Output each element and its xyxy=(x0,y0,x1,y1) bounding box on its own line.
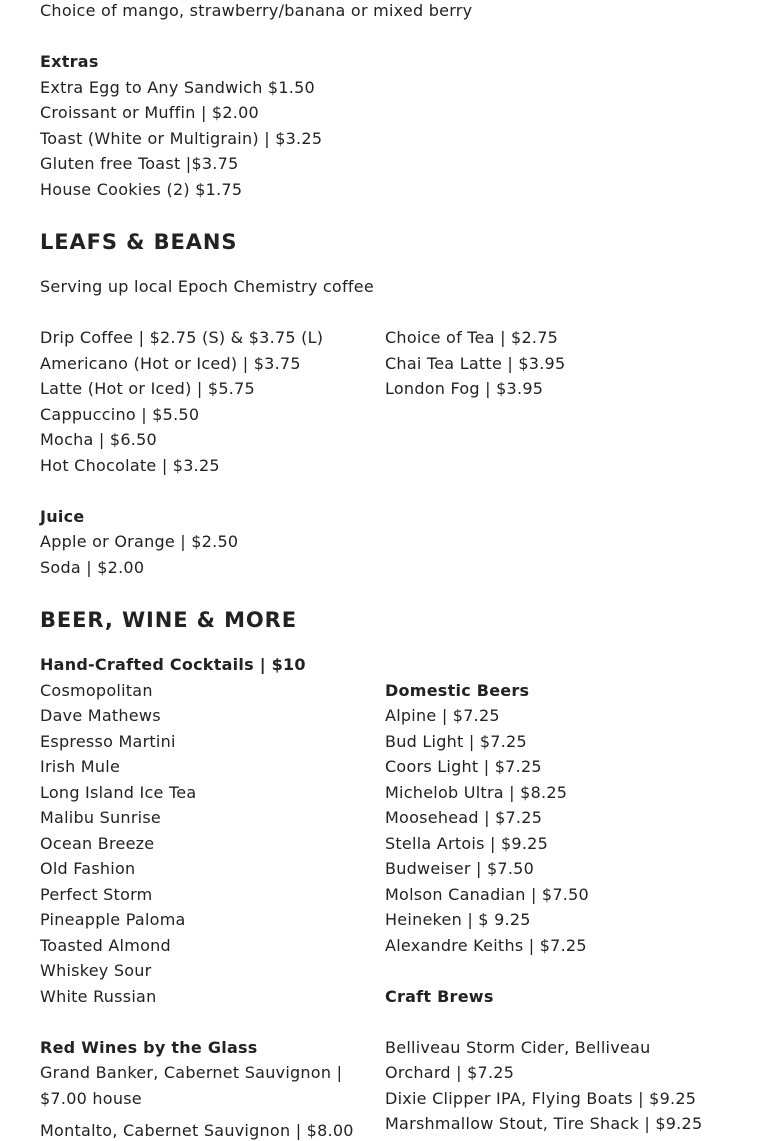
coffee-item: Cappuccino | $5.50 xyxy=(40,405,200,424)
extras-title: Extras xyxy=(40,52,99,71)
red-wines-title: Red Wines by the Glass xyxy=(40,1038,258,1057)
cocktail-item: Old Fashion xyxy=(40,859,136,878)
smoothie-flavor-note: Choice of mango, strawberry/banana or mixed berry xyxy=(40,1,473,20)
juice-item: Apple or Orange | $2.50 xyxy=(40,532,239,551)
coffee-item: Americano (Hot or Iced) | $3.75 xyxy=(40,354,301,373)
cocktail-item: Perfect Storm xyxy=(40,885,153,904)
craft-brew-item: Orchard | $7.25 xyxy=(385,1063,515,1082)
juice-item: Soda | $2.00 xyxy=(40,558,145,577)
tea-item: Choice of Tea | $2.75 xyxy=(385,328,559,347)
red-wine-item: Montalto, Cabernet Sauvignon | $8.00 xyxy=(40,1121,354,1140)
extras-item: Toast (White or Multigrain) | $3.25 xyxy=(40,129,323,148)
cocktail-item: Long Island Ice Tea xyxy=(40,783,197,802)
extras-item: House Cookies (2) $1.75 xyxy=(40,180,243,199)
domestic-beer-item: Moosehead | $7.25 xyxy=(385,808,543,827)
extras-item: Gluten free Toast |$3.75 xyxy=(40,154,239,173)
domestic-beer-item: Budweiser | $7.50 xyxy=(385,859,535,878)
cocktail-item: Irish Mule xyxy=(40,757,121,776)
extras-item: Extra Egg to Any Sandwich $1.50 xyxy=(40,78,315,97)
cocktail-item: Malibu Sunrise xyxy=(40,808,162,827)
beer-wine-heading: BEER, WINE & MORE xyxy=(40,608,297,632)
cocktail-item: Espresso Martini xyxy=(40,732,176,751)
red-wine-item: Grand Banker, Cabernet Sauvignon | xyxy=(40,1063,343,1082)
tea-item: Chai Tea Latte | $3.95 xyxy=(385,354,566,373)
domestic-beer-item: Alexandre Keiths | $7.25 xyxy=(385,936,587,955)
cocktail-item: Whiskey Sour xyxy=(40,961,152,980)
cocktail-item: White Russian xyxy=(40,987,157,1006)
domestic-beer-item: Michelob Ultra | $8.25 xyxy=(385,783,568,802)
domestic-beers-title: Domestic Beers xyxy=(385,681,530,700)
coffee-item: Hot Chocolate | $3.25 xyxy=(40,456,220,475)
juice-title: Juice xyxy=(40,507,85,526)
coffee-item: Latte (Hot or Iced) | $5.75 xyxy=(40,379,255,398)
cocktail-item: Ocean Breeze xyxy=(40,834,155,853)
leafs-beans-heading: LEAFS & BEANS xyxy=(40,230,238,254)
craft-brew-item: Dixie Clipper IPA, Flying Boats | $9.25 xyxy=(385,1089,697,1108)
domestic-beer-item: Alpine | $7.25 xyxy=(385,706,500,725)
cocktails-title: Hand-Crafted Cocktails | $10 xyxy=(40,655,306,674)
domestic-beer-item: Molson Canadian | $7.50 xyxy=(385,885,589,904)
cocktail-item: Pineapple Paloma xyxy=(40,910,186,929)
cocktail-item: Dave Mathews xyxy=(40,706,161,725)
domestic-beer-item: Bud Light | $7.25 xyxy=(385,732,527,751)
coffee-item: Mocha | $6.50 xyxy=(40,430,157,449)
domestic-beer-item: Stella Artois | $9.25 xyxy=(385,834,549,853)
cocktail-item: Toasted Almond xyxy=(40,936,171,955)
craft-brew-item: Marshmallow Stout, Tire Shack | $9.25 xyxy=(385,1114,703,1133)
leafs-beans-intro: Serving up local Epoch Chemistry coffee xyxy=(40,277,374,296)
coffee-item: Drip Coffee | $2.75 (S) & $3.75 (L) xyxy=(40,328,324,347)
craft-brews-title: Craft Brews xyxy=(385,987,494,1006)
domestic-beer-item: Coors Light | $7.25 xyxy=(385,757,542,776)
craft-brew-item: Belliveau Storm Cider, Belliveau xyxy=(385,1038,651,1057)
extras-item: Croissant or Muffin | $2.00 xyxy=(40,103,259,122)
red-wine-item: $7.00 house xyxy=(40,1089,142,1108)
tea-item: London Fog | $3.95 xyxy=(385,379,544,398)
cocktail-item: Cosmopolitan xyxy=(40,681,153,700)
domestic-beer-item: Heineken | $ 9.25 xyxy=(385,910,531,929)
